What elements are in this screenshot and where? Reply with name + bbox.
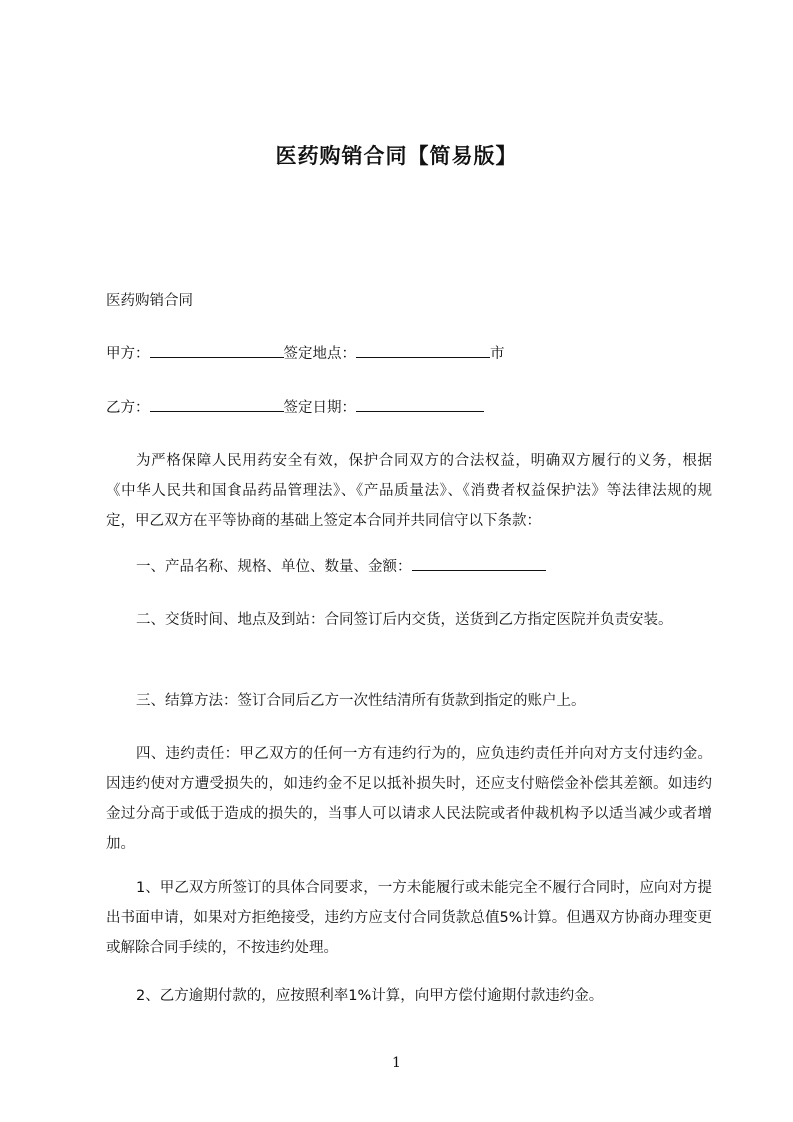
clause-1-text: 一、产品名称、规格、单位、数量、金额： xyxy=(136,559,412,575)
clause-4: 四、违约责任：甲乙双方的任何一方有违约行为的，应负违约责任并向对方支付违约金。因违约使对方遭受损失的，如违约金不足以抵补损失时，还应支付赔偿金补偿其差额。如违约金过分高于或低于造成的损失的，当事人可以请求人民法院或者仲裁机构予以适当减少或者增加。 xyxy=(106,746,712,852)
sign-place-blank xyxy=(356,343,490,358)
party-b-label: 乙方： xyxy=(106,400,150,416)
intro-paragraph: 为严格保障人民用药安全有效，保护合同双方的合法权益，明确双方履行的义务，根据《中华人民共和国食品药品管理法》、《产品质量法》、《消费者权益保护法》等法律法规的规定，甲乙双方在平等协商的基础上签定本合同并共同信守以下条款： xyxy=(106,453,712,529)
party-a-line xyxy=(106,339,712,369)
clause-2: 二、交货时间、地点及到站：合同签订后内交货，送货到乙方指定医院并负责安装。 xyxy=(136,612,673,628)
party-b-line xyxy=(106,393,712,423)
sign-date-blank xyxy=(356,397,484,412)
sign-date-label: 签定日期： xyxy=(283,400,356,416)
clause-3: 三、结算方法：签订合同后乙方一次性结清所有货款到指定的账户上。 xyxy=(136,693,586,709)
party-a-blank xyxy=(150,343,284,358)
page-title: 医药购销合同【简易版】 xyxy=(275,144,518,168)
clause-1-blank xyxy=(412,556,546,571)
contract-heading: 医药购销合同 xyxy=(106,293,193,309)
party-a-label: 甲方： xyxy=(106,346,150,362)
page-number: 1 xyxy=(392,1055,401,1071)
sign-place-label: 签定地点： xyxy=(283,346,356,362)
clause-1 xyxy=(106,552,712,582)
clause-4-item-1: 1、甲乙双方所签订的具体合同要求，一方未能履行或未能完全不履行合同时，应向对方提出书面申请，如果对方拒绝接受，违约方应支付合同货款总值5%计算。但遇双方协商办理变更或解除合同手续的，不按违约处理。 xyxy=(106,880,712,956)
sign-place-suffix: 市 xyxy=(490,346,505,362)
clause-4-item-2: 2、乙方逾期付款的，应按照利率1%计算，向甲方偿付逾期付款违约金。 xyxy=(136,988,604,1004)
party-b-blank xyxy=(150,397,284,412)
